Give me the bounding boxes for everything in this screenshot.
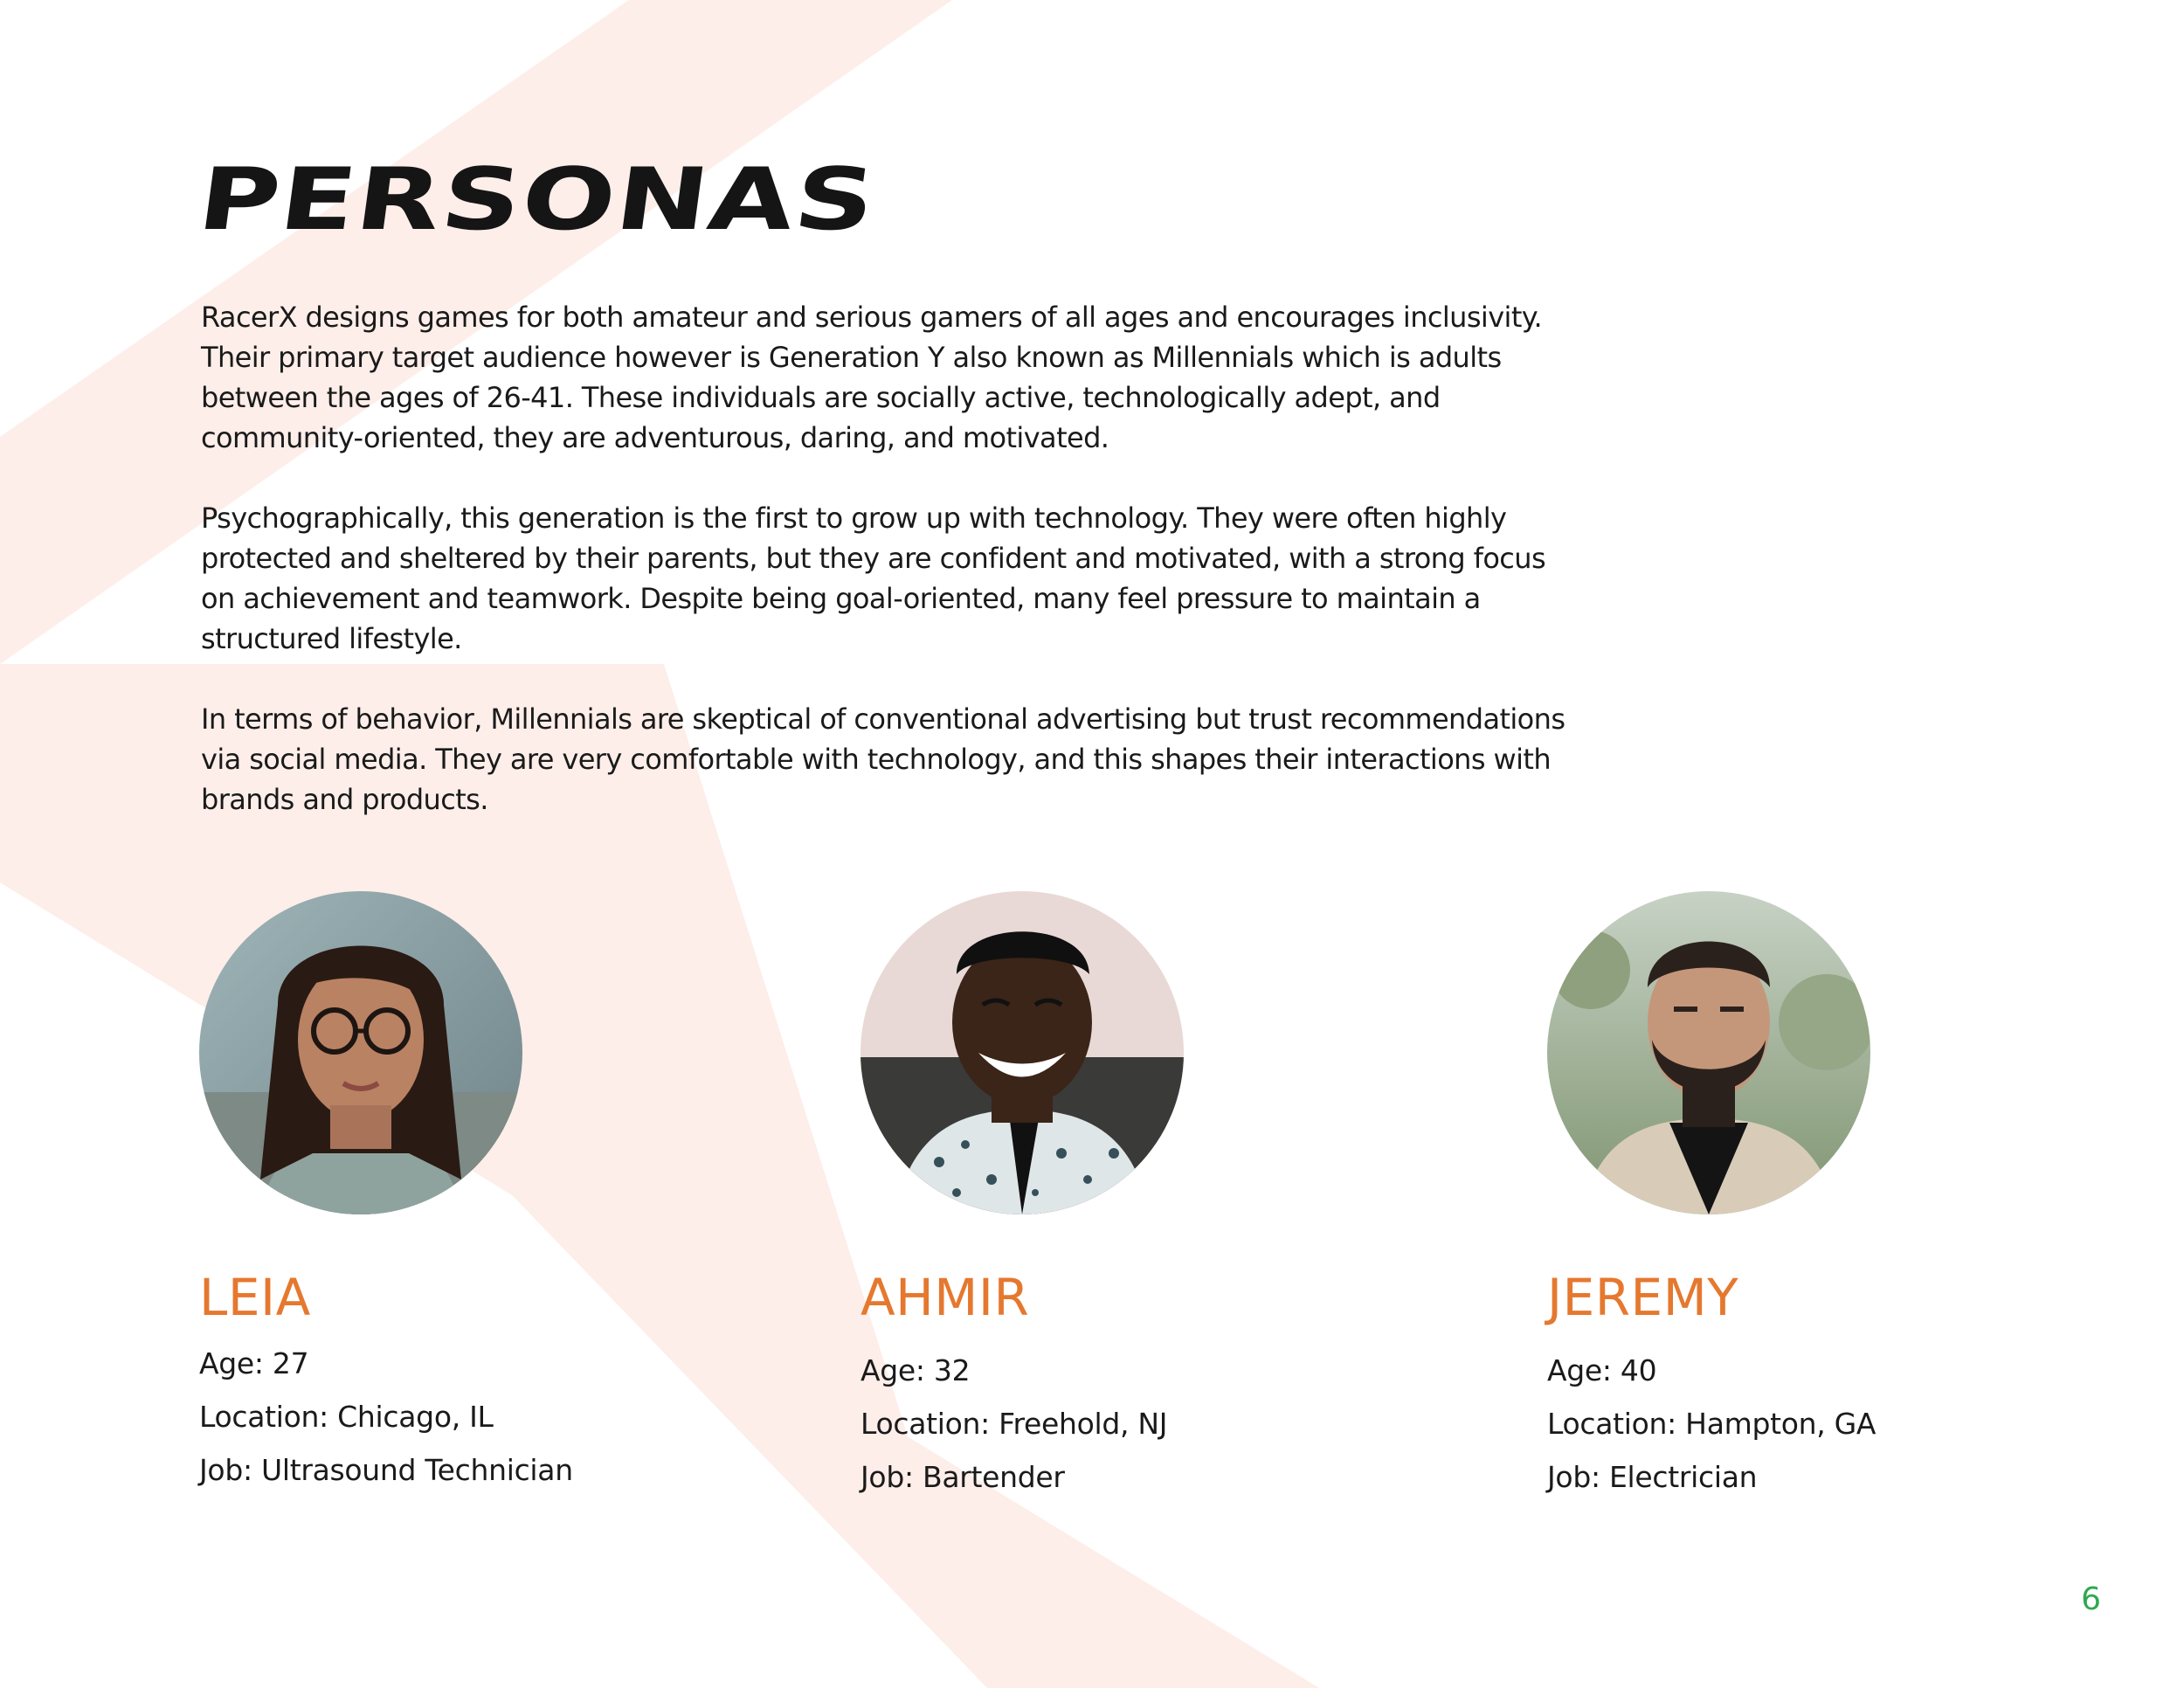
intro-paragraph: Psychographically, this generation is the first to grow up with technology. They were often highly protected and sheltered by their parents, but they are confident and motivated, with a strong focus on achievement and teamwork. Despite being goal-oriented, many feel pressure to maintain a structured lifestyle. xyxy=(201,502,1546,655)
persona-job: Job: Ultrasound Technician xyxy=(199,1453,573,1487)
page-number: 6 xyxy=(2081,1581,2101,1617)
persona-location: Location: Freehold, NJ xyxy=(860,1407,1168,1441)
persona-details xyxy=(1547,1344,1876,1504)
persona-age: Age: 27 xyxy=(199,1346,309,1380)
persona-age: Age: 40 xyxy=(1547,1353,1657,1387)
avatar-leia xyxy=(199,891,522,1214)
persona-job: Job: Bartender xyxy=(860,1460,1065,1494)
persona-name: AHMIR xyxy=(860,1268,1030,1327)
page-title: PERSONAS xyxy=(192,150,882,250)
avatar-jeremy xyxy=(1547,891,1870,1214)
persona-age: Age: 32 xyxy=(860,1353,971,1387)
avatar-ahmir xyxy=(860,891,1184,1214)
persona-details xyxy=(199,1337,573,1497)
persona-card-ahmir xyxy=(860,891,1350,1494)
persona-name: LEIA xyxy=(199,1268,311,1327)
persona-name: JEREMY xyxy=(1547,1268,1739,1327)
persona-location: Location: Hampton, GA xyxy=(1547,1407,1876,1441)
persona-card-jeremy xyxy=(1547,891,2036,1494)
persona-location: Location: Chicago, IL xyxy=(199,1400,494,1434)
intro-text xyxy=(201,297,1581,860)
persona-job: Job: Electrician xyxy=(1547,1460,1758,1494)
intro-paragraph: RacerX designs games for both amateur and serious gamers of all ages and encourages inclusivity. Their primary target audience however is Generation Y also known as Millennials which is adults between the ages of 26-41. These individuals are socially active, technologically adept, and community-oriented, they are adventurous, daring, and motivated. xyxy=(201,301,1543,454)
intro-paragraph: In terms of behavior, Millennials are skeptical of conventional advertising but trust recommendations via social media. They are very comfortable with technology, and this shapes their interactions with brands and products. xyxy=(201,702,1565,816)
persona-card-leia xyxy=(199,891,688,1487)
persona-details xyxy=(860,1344,1167,1504)
